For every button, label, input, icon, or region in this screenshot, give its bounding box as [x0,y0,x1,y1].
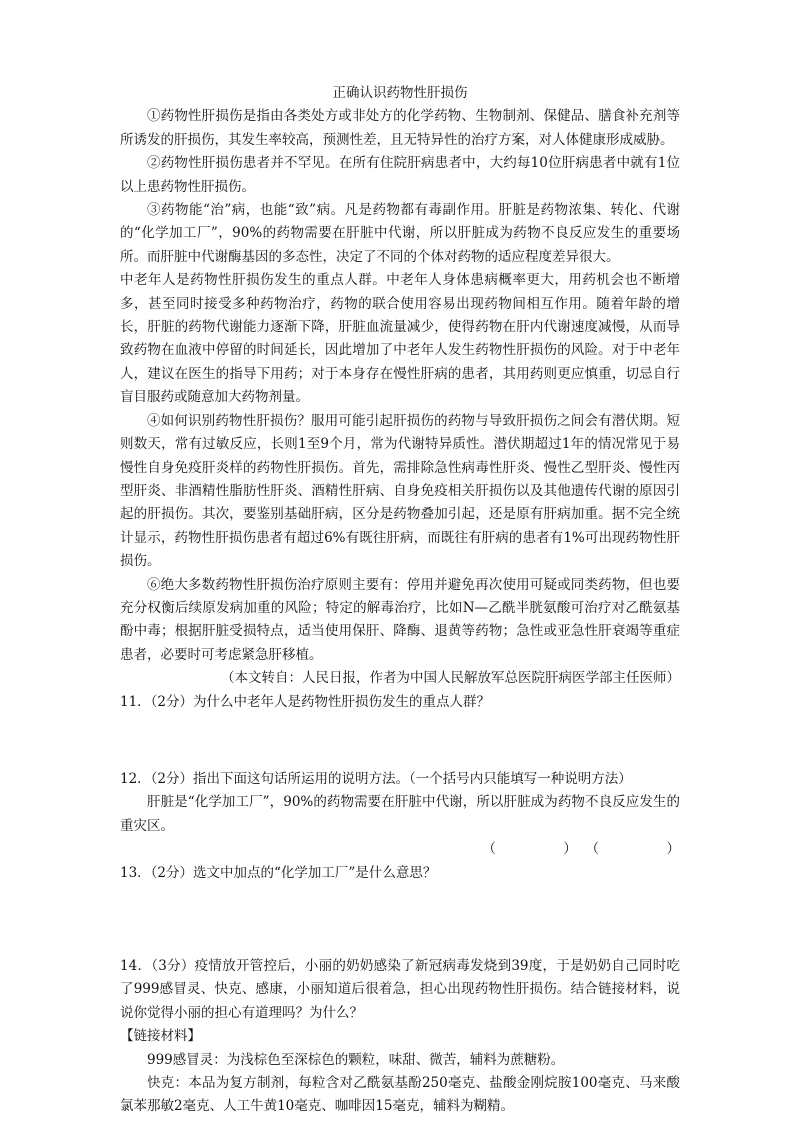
article-title: 正确认识药物性肝损伤 [332,85,468,101]
answer-space-13 [120,885,680,955]
question-11: 11．（2分）为什么中老年人是药物性肝损伤发生的重点人群？ [120,693,491,710]
link-material-heading: 【链接材料】 [120,1028,201,1045]
article-paragraph-2: ②药物性肝损伤患者并不罕见。在所有住院肝病患者中，大约每10位肝病患者中就有1位以上患药物性肝损伤。 [120,155,680,195]
answer-blank-1[interactable]: （ ） [482,841,577,858]
question-13: 13．（2分）选文中加点的“化学加工厂”是什么意思？ [120,864,437,881]
link-material-item-1: 999感冒灵：为浅棕色至深棕色的颗粒，味甜、微苦，辅料为蔗糖粉。 [147,1051,565,1068]
question-12: 12．（2分）指出下面这句话所运用的说明方法。（一个括号内只能填写一种说明方法） [120,770,632,787]
question-12-blanks [120,838,680,861]
article-paragraph-4: ④如何识别药物性肝损伤？服用可能引起肝损伤的药物与导致肝损伤之间会有潜伏期。短则数天，常有过敏反应，长则1至9个月，常为代谢特异质性。潜伏期超过1年的情况常见于易慢性自身免疫肝炎样的药物性肝损伤。首先，需排除急性病毒性肝炎、慢性乙型肝炎、慢性丙型肝炎、非酒精性脂肪性肝炎、酒精性肝病、自身免疫相关肝损伤以及其他遗传代谢的原因引起的肝损伤。其次，要鉴别基础肝病，区分是药物叠加引起，还是原有肝病加重。据不完全统计显示，药物性肝损伤患者有超过6%有既往肝病，而既往有肝病的患者有1%可出现药物性肝损伤。 [120,412,680,570]
answer-space-11 [120,714,680,768]
link-material-item-2: 快克：本品为复方制剂，每粒含对乙酰氨基酚250毫克、盐酸金刚烷胺100毫克、马来酸氯苯那敏2毫克、人工牛黄10毫克、咖啡因15毫克，辅料为糊精。 [120,1075,680,1115]
question-14: 14．（3分）疫情放开管控后，小丽的奶奶感染了新冠病毒发烧到39度，于是奶奶自己同时吃了999感冒灵、快克、感康，小丽知道后很着急，担心出现药物性肝损伤。结合链接材料，说说你觉得小丽的担心有道理吗？为什么？ [120,958,680,1021]
article-paragraph-3-continued: 中老年人是药物性肝损伤发生的重点人群。中老年人身体患病概率更大，用药机会也不断增多，甚至同时接受多种药物治疗，药物的联合使用容易出现药物间相互作用。随着年龄的增长，肝脏的药物代谢能力逐渐下降，肝脏血流量减少，使得药物在肝内代谢速度减慢，从而导致药物在血液中停留的时间延长，因此增加了中老年人发生药物性肝损伤的风险。对于中老年人，建议在医生的指导下用药；对于本身存在慢性肝病的患者，其用药则更应慎重，切忌自行盲目服药或随意加大药物剂量。 [120,272,680,406]
question-12-quote: 肝脏是“化学加工厂”，90%的药物需要在肝脏中代谢，所以肝脏成为药物不良反应发生的重灾区。 [120,794,680,834]
article-paragraph-1: ①药物性肝损伤是指由各类处方或非处方的化学药物、生物制剂、保健品、膳食补充剂等所诱发的肝损伤，其发生率较高，预测性差，且无特异性的治疗方案，对人体健康形成威胁。 [120,108,680,148]
article-source: （本文转自：人民日报，作者为中国人民解放军总医院肝病医学部主任医师） [221,670,680,687]
document-page [120,82,680,1119]
article-paragraph-3: ③药物能“治”病，也能“致”病。凡是药物都有毒副作用。肝脏是药物浓集、转化、代谢的“化学加工厂”，90%的药物需要在肝脏中代谢，所以肝脏成为药物不良反应发生的重要场所。而肝脏中代谢酶基因的多态性，决定了不同的个体对药物的适应程度差异很大。 [120,202,680,265]
answer-blank-2[interactable]: （ ） [585,841,680,858]
article-paragraph-6: ⑥绝大多数药物性肝损伤治疗原则主要有：停用并避免再次使用可疑或同类药物，但也要充分权衡后续原发病加重的风险；特定的解毒治疗，比如N—乙酰半胱氨酸可治疗对乙酰氨基酚中毒；根据肝脏受损特点，适当使用保肝、降酶、退黄等药物；急性或亚急性肝衰竭等重症患者，必要时可考虑紧急肝移植。 [120,576,680,663]
